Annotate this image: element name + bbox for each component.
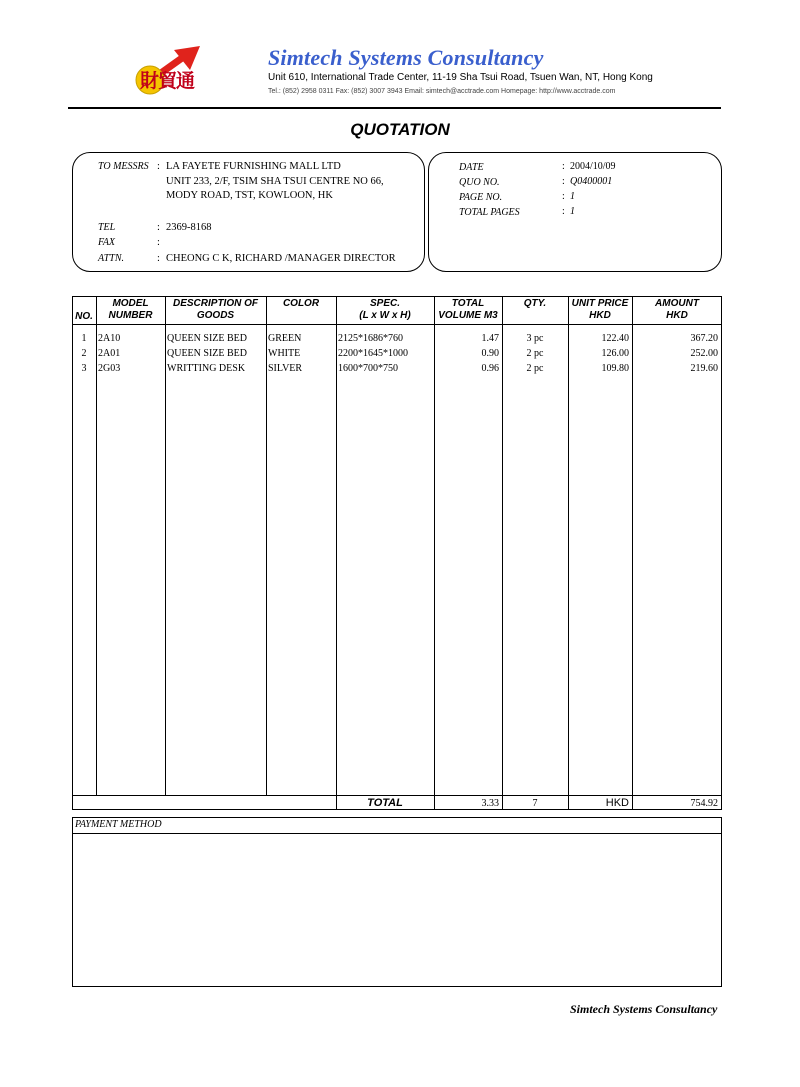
cell-no: 1	[81, 333, 87, 344]
cell-amount: 367.20	[690, 333, 718, 344]
cell-volume: 1.47	[481, 333, 499, 344]
cell-volume: 0.90	[481, 348, 499, 359]
colon: :	[157, 237, 160, 248]
logo-text: 財貿通	[140, 70, 195, 92]
cell-qty: 2 pc	[526, 363, 544, 374]
cell-volume: 0.96	[481, 363, 499, 374]
total-volume: 3.33	[481, 798, 499, 809]
cell-spec: 2125*1686*760	[338, 333, 403, 344]
cell-color: SILVER	[268, 363, 303, 374]
th-color: COLOR	[282, 298, 320, 309]
total-amount: 754.92	[690, 798, 718, 809]
th-amount: AMOUNT HKD	[655, 298, 699, 321]
payment-method-header	[73, 818, 721, 834]
cell-description: QUEEN SIZE BED	[167, 333, 247, 344]
col-divider	[165, 296, 166, 795]
th-qty: QTY.	[523, 298, 547, 309]
col-divider	[336, 296, 337, 810]
th-spec: SPEC. (L x W x H)	[359, 298, 411, 321]
page-no-label: PAGE NO.	[459, 192, 503, 203]
quote-date: 2004/10/09	[570, 161, 616, 172]
cell-model: 2A01	[98, 348, 121, 359]
colon: :	[157, 253, 160, 264]
cell-qty: 3 pc	[526, 333, 544, 344]
total-label: TOTAL	[367, 797, 403, 809]
th-volume: TOTAL VOLUME M3	[438, 298, 498, 321]
total-pages-label: TOTAL PAGES	[459, 207, 520, 218]
table-header-divider	[72, 324, 722, 325]
table-total-divider	[72, 795, 722, 796]
customer-address-line2: MODY ROAD, TST, KOWLOON, HK	[166, 190, 333, 201]
cell-no: 2	[81, 348, 87, 359]
th-unit-price: UNIT PRICE HKD	[571, 298, 629, 321]
cell-color: WHITE	[268, 348, 301, 359]
th-model: MODEL NUMBER	[108, 298, 153, 321]
total-currency: HKD	[605, 797, 629, 809]
customer-address-line1: UNIT 233, 2/F, TSIM SHA TSUI CENTRE NO 66,	[166, 176, 384, 187]
cell-unit-price: 126.00	[601, 348, 629, 359]
col-divider	[96, 296, 97, 795]
footer-company-name: Simtech Systems Consultancy	[570, 1002, 718, 1016]
colon: :	[157, 161, 160, 172]
quo-no-label: QUO NO.	[459, 177, 500, 188]
cell-model: 2G03	[98, 363, 121, 374]
company-address: Unit 610, International Trade Center, 11-19 Sha Tsui Road, Tsuen Wan, NT, Hong Kong	[268, 72, 653, 83]
tel-label: TEL	[98, 222, 116, 233]
to-messrs-label: TO MESSRS	[98, 161, 149, 172]
colon: :	[562, 176, 565, 187]
colon: :	[562, 191, 565, 202]
page-title: QUOTATION	[350, 120, 450, 139]
cell-unit-price: 122.40	[601, 333, 629, 344]
cell-color: GREEN	[268, 333, 302, 344]
cell-model: 2A10	[98, 333, 121, 344]
company-name: Simtech Systems Consultancy	[268, 45, 544, 70]
colon: :	[157, 222, 160, 233]
cell-spec: 2200*1645*1000	[338, 348, 408, 359]
cell-amount: 219.60	[690, 363, 718, 374]
total-pages: 1	[570, 206, 575, 217]
quote-number: Q0400001	[570, 176, 613, 187]
fax-label: FAX	[98, 237, 116, 248]
cell-no: 3	[81, 363, 87, 374]
cell-unit-price: 109.80	[601, 363, 629, 374]
th-description: DESCRIPTION OF GOODS	[172, 298, 258, 321]
date-label: DATE	[459, 162, 484, 173]
page-number: 1	[570, 191, 575, 202]
cell-spec: 1600*700*750	[338, 363, 398, 374]
cell-description: WRITTING DESK	[167, 363, 246, 374]
total-qty: 7	[532, 798, 538, 809]
company-contact: Tel.: (852) 2958 0311 Fax: (852) 3007 3943 Email: simtech@acctrade.com Homepage: http://www.acctrade.com	[268, 88, 616, 95]
colon: :	[562, 161, 565, 172]
payment-method-box	[72, 817, 722, 987]
th-no: NO.	[75, 311, 93, 322]
header-divider	[68, 107, 721, 109]
customer-attn: CHEONG C K, RICHARD /MANAGER DIRECTOR	[166, 253, 396, 264]
company-logo	[130, 44, 212, 100]
customer-name: LA FAYETE FURNISHING MALL LTD	[166, 161, 341, 172]
cell-description: QUEEN SIZE BED	[167, 348, 247, 359]
payment-method-label: PAYMENT METHOD	[75, 819, 162, 830]
cell-amount: 252.00	[690, 348, 718, 359]
customer-tel: 2369-8168	[166, 222, 212, 233]
cell-qty: 2 pc	[526, 348, 544, 359]
col-divider	[266, 296, 267, 795]
colon: :	[562, 206, 565, 217]
attn-label: ATTN.	[98, 253, 125, 264]
